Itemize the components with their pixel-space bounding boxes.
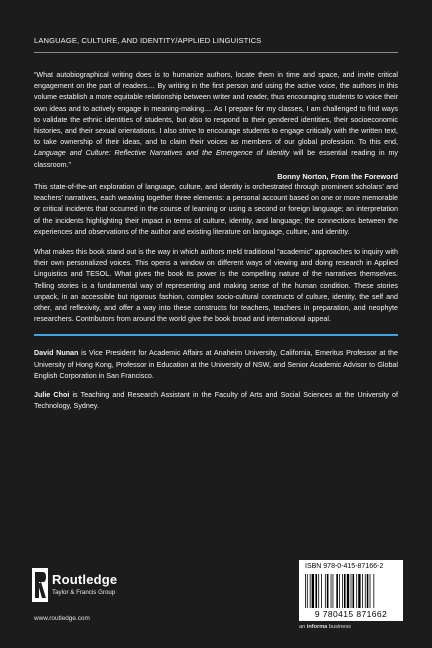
book-title: Language and Culture: Reflective Narratives and the Emergence of Identity	[34, 149, 290, 158]
category-header: LANGUAGE, CULTURE, AND IDENTITY/APPLIED LINGUISTICS	[34, 36, 262, 45]
informa-tagline: an informa business	[299, 624, 351, 630]
barcode-bar	[358, 574, 360, 608]
barcode-digits: 9 780415 871662	[314, 609, 388, 619]
barcode-bar	[315, 574, 317, 608]
barcode-bar	[342, 574, 343, 608]
barcode-bar	[373, 574, 374, 608]
barcode-bar	[305, 574, 306, 608]
author-bio-text: is Vice President for Academic Affairs at Anaheim University, California, Emeritus Professor at the University of Hong Kong, Professor in Education at the University of NSW, and Senior Academic Advisor to Global English Corporation in San Francisco.	[34, 349, 398, 380]
barcode-bar	[370, 574, 371, 608]
barcode-bar	[347, 574, 349, 608]
barcode-bar	[310, 574, 311, 608]
barcode-bar	[353, 574, 355, 608]
barcode-bar	[336, 574, 338, 608]
barcode-bar	[312, 574, 314, 608]
quote-text-1: “What autobiographical writing does is to humanize authors, locate them in time and space, and invite critical engagement on the part of readers.... By writing in the first person and using the active voice, the authors in this volume establish a more equitable relationship between writer and reader, thus encouraging students to voice their own ideas and to actively engage in meaning-making.... As I prepare for my classes, I am challenged to find ways to validate the ethnic identities of students, but also to respond to their gendered identities, their socioeconomic histories, and their sexual orientations. I also strive to encourage students to engage critically with the written text, to take ownership of their ideas, and to claim their voices as members of our global profession. To this end,	[34, 71, 398, 147]
author-bio-nunan	[34, 348, 398, 382]
foreword-quote	[34, 70, 398, 171]
isbn-label: ISBN 978-0-415-87166-2	[305, 563, 384, 570]
publisher-website: www.routledge.com	[34, 615, 90, 622]
barcode-bar	[321, 574, 322, 608]
barcode-bar	[331, 574, 332, 608]
author-name: David Nunan	[34, 349, 79, 358]
barcode-bar	[356, 574, 357, 608]
cover-content	[34, 70, 398, 420]
barcode-bar	[325, 574, 326, 608]
publisher-subtitle: Taylor & Francis Group	[52, 589, 116, 596]
description-paragraph-1: This state-of-the-art exploration of language, culture, and identity is orchestrated through prominent scholars’ and teachers’ narratives, each weaving together three elements: a personal account based on one or more memorable or critical incidents that occurred in the course of learning or using a second or foreign language; an interpretation of the incidents highlighting their impact in terms of culture, identity, and language; the connections between the experiences and observations of the author and existing literature on language, culture, and identity.	[34, 183, 398, 236]
quote-text-2: will be essential reading in my classroom.”	[34, 149, 399, 169]
barcode-bar	[307, 574, 308, 608]
barcode-bar	[339, 574, 340, 608]
barcode-bar	[344, 574, 346, 608]
quote-attribution: Bonny Norton, From the Foreword	[277, 171, 398, 181]
barcode-bar	[318, 574, 319, 608]
barcode-bar	[362, 574, 363, 608]
barcode-bars	[303, 574, 399, 608]
description-paragraph-2: What makes this book stand out is the way in which authors meld traditional “academic” approaches to inquiry with their own personalized voices. This opens a window on different ways of viewing and doing research in Applied Linguistics and TESOL. What gives the book its power is the compelling nature of the narratives themselves. Telling stories is a fundamental way of representing and making sense of the human condition. These stories unpack, in an accessible but rigorous fashion, complex socio-cultural constructs of culture, identity, the self and other, and reflexivity, and offer a way into these constructs for teachers, teachers in preparation, and neophyte researchers. Contributors from around the world give the book broad and international appeal.	[34, 248, 398, 324]
author-bio-choi	[34, 390, 398, 412]
routledge-mark-icon	[32, 568, 48, 602]
publisher-name: Routledge	[52, 572, 118, 587]
barcode-bar	[367, 574, 369, 608]
barcode-bar	[351, 574, 352, 608]
header-rule	[34, 52, 398, 53]
barcode-bar	[327, 574, 329, 608]
author-name: Julie Choi	[34, 391, 70, 400]
author-bio-text: is Teaching and Research Assistant in the Faculty of Arts and Social Sciences at the University of Technology, Sydney.	[34, 391, 398, 411]
blue-divider	[34, 334, 398, 336]
barcode-bar	[333, 574, 334, 608]
routledge-logo	[32, 566, 182, 606]
barcode-bar	[365, 574, 366, 608]
isbn-barcode	[299, 560, 403, 621]
